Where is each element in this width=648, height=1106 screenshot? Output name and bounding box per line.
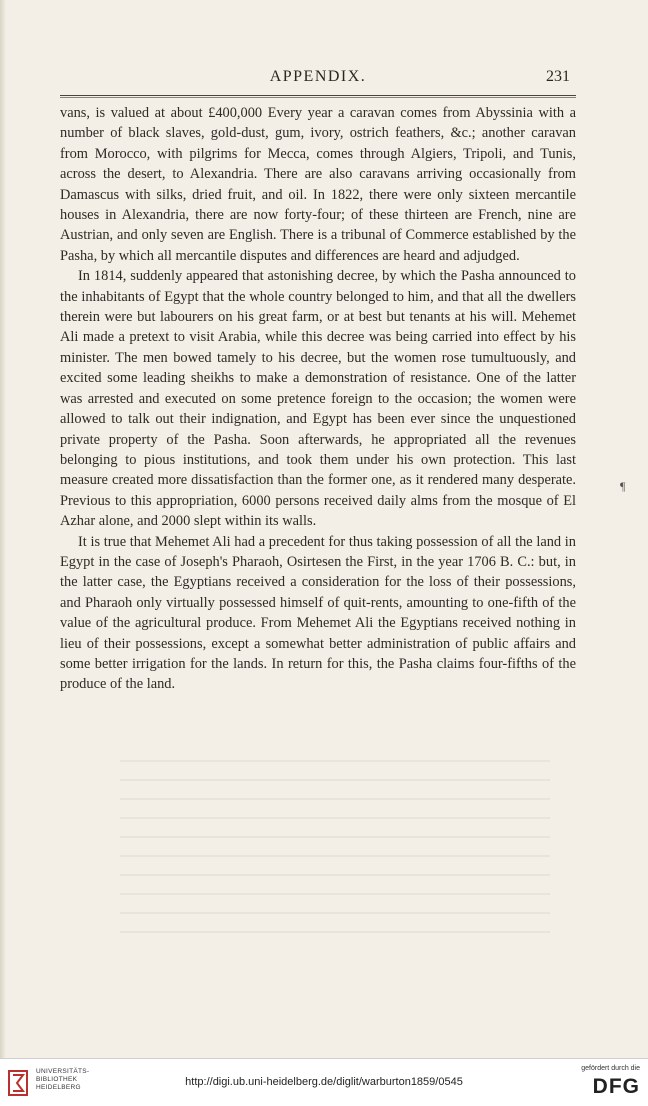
page-number: 231 (546, 68, 570, 85)
page-header (60, 68, 576, 92)
library-name-line-2: BIBLIOTHEK (36, 1076, 78, 1083)
library-name-line-3: HEIDELBERG (36, 1084, 81, 1091)
margin-mark: ¶ (620, 479, 626, 493)
body-text (60, 103, 576, 695)
header-rule-secondary (60, 97, 576, 98)
bleed-through-text (120, 760, 550, 960)
paragraph-caravans: vans, is valued at about £400,000 Every year a caravan comes from Abyssinia with a number of black slaves, gold-dust, gum, ivory, ostrich feathers, &c.; another caravan from Morocco, with pilgrims for Mecca, comes through Algiers, Tripoli, and Tunis, across the desert, to Alexandria. There are also caravans arriving occasionally from Damascus with silks, dried fruit, and oil. In 1822, there were only sixteen mercantile houses in Alexandria, there are now forty-four; of these thirteen are French, nine are Austrian, and only seven are English. There is a tribunal of Commerce established by the Pasha, by which all mercantile disputes and differences are heard and adjudged. (60, 105, 576, 264)
header-rule (60, 95, 576, 96)
funding-note: gefördert durch die (581, 1065, 640, 1072)
paragraph-pharaoh-precedent: It is true that Mehemet Ali had a precedent for thus taking possession of all the land in Egypt in the case of Joseph's Pharaoh, Osirtesen the First, in the year 1706 B. C.: but, in the latter case, the Egyptians received a consideration for the loss of their possessions, and Pharaoh only virtually possessed himself of quit-rents, amounting to one-fifth of the value of the agricultural produce. From Mehemet Ali the Egyptians received nothing in lieu of their possessions, except a somewhat better administration of public affairs and some better irrigation for the lands. In return for this, the Pasha claims four-fifths of the produce of the land. (60, 533, 576, 693)
permalink-url[interactable]: http://digi.ub.uni-heidelberg.de/diglit/warburton1859/0545 (185, 1076, 463, 1088)
library-name-line-1: UNIVERSITÄTS- (36, 1068, 90, 1075)
digitization-footer (0, 1058, 648, 1106)
dfg-logo: DFG (592, 1075, 640, 1098)
paragraph-decree-1814: In 1814, suddenly appeared that astonishing decree, by which the Pasha announced to the inhabitants of Egypt that the whole country belonged to him, and that all the dwellers therein were but labourers on his great farm, or at best but tenants at his will. Mehemet Ali made a pretext to visit Arabia, while this decree was being carried into effect by his minister. The men bowed tamely to his decree, but the women rose tumultuously, and excited some leading sheikhs to make a demonstration of resistance. One of the latter was arrested and executed on some pretence foreign to the occasion; the women were allowed to talk out their indignation, and Egypt has been ever since the unquestioned private property of the Pasha. Soon afterwards, he appropriated all the revenues belonging to pious institutions, and took them under his own protection. This last measure created more dissatisfaction than the former one, as it rendered many desperate. Previous to this appropriation, 6000 persons received daily alms from the mosque of El Azhar alone, and 2000 slept within its walls. (60, 268, 576, 530)
running-title: APPENDIX. (269, 68, 367, 85)
page-gutter-shadow (0, 0, 6, 1058)
